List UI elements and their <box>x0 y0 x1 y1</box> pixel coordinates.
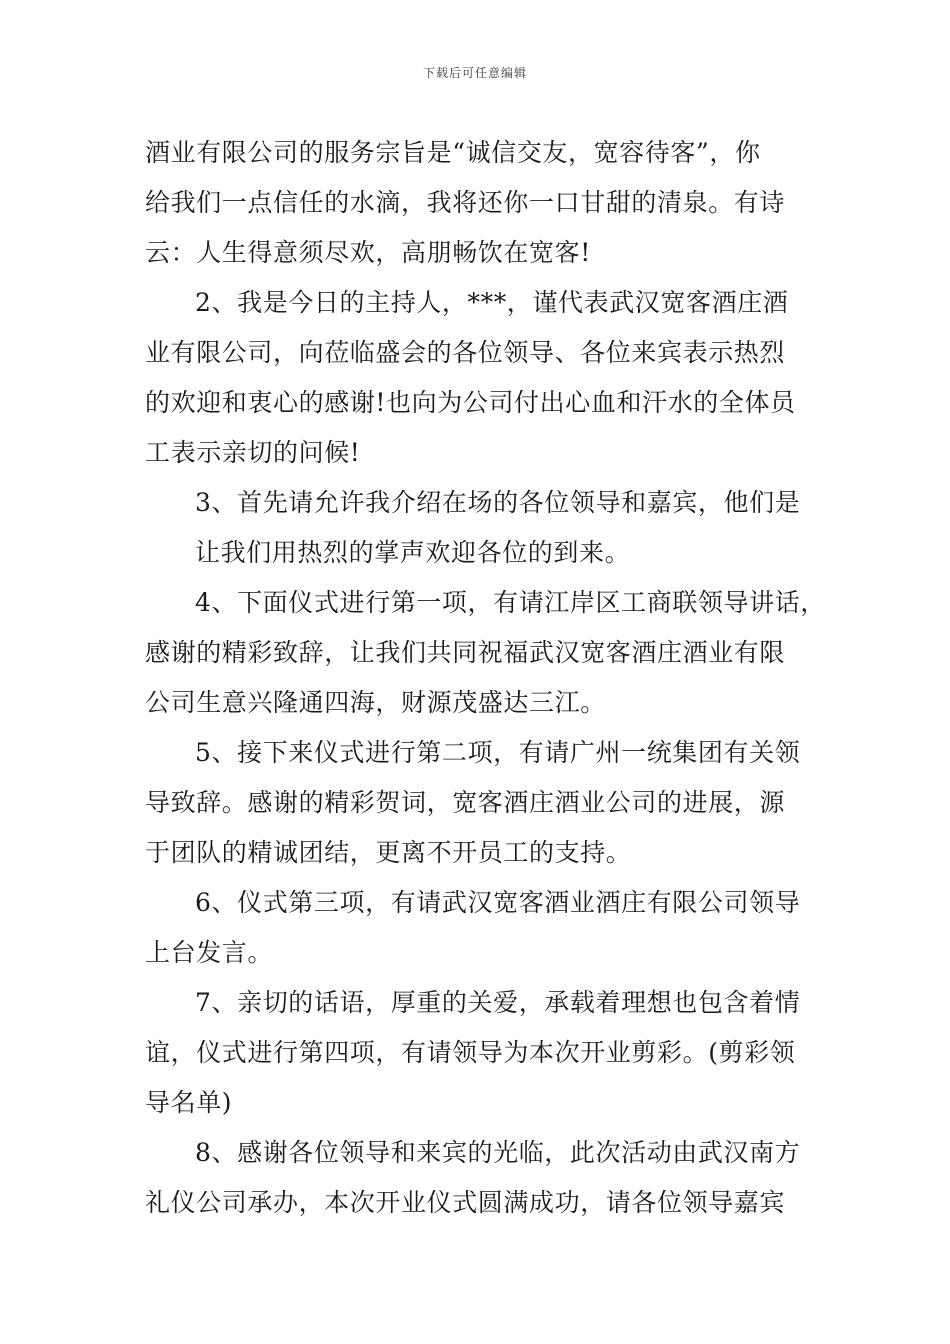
paragraph-3-line-2: 让我们用热烈的掌声欢迎各位的到来。 <box>195 538 631 567</box>
paragraph-2-line-4: 工表示亲切的问候! <box>145 438 361 467</box>
paragraph-4-line-3: 公司生意兴隆通四海，财源茂盛达三江。 <box>145 688 606 717</box>
paragraph-2-line-3: 的欢迎和衷心的感谢!也向为公司付出心血和汗水的全体员 <box>145 388 796 417</box>
paragraph-4-line-2: 感谢的精彩致辞，让我们共同祝福武汉宽客酒庄酒业有限 <box>145 638 786 667</box>
paragraph-7-line-3: 导名单) <box>145 1088 233 1117</box>
paragraph-5-line-2: 导致辞。感谢的精彩贺词，宽客酒庄酒业公司的进展，源 <box>145 788 786 817</box>
paragraph-8-line-1: 8、感谢各位领导和来宾的光临，此次活动由武汉南方 <box>195 1138 801 1167</box>
paragraph-5-line-1: 5、接下来仪式进行第二项，有请广州一统集团有关领 <box>195 738 801 767</box>
text-line-2: 给我们一点信任的水滴，我将还你一口甘甜的清泉。有诗 <box>145 188 786 217</box>
paragraph-8-line-2: 礼仪公司承办，本次开业仪式圆满成功，请各位领导嘉宾 <box>145 1188 786 1217</box>
paragraph-7-line-1: 7、亲切的话语，厚重的关爱，承载着理想也包含着情 <box>195 988 801 1017</box>
document-body <box>145 128 826 1228</box>
paragraph-2-line-1: 2、我是今日的主持人，***，谨代表武汉宽客酒庄酒 <box>195 288 789 317</box>
paragraph-4-line-1: 4、下面仪式进行第一项，有请江岸区工商联领导讲话， <box>195 588 826 617</box>
paragraph-6-line-2: 上台发言。 <box>145 938 274 967</box>
text-line-3: 云：人生得意须尽欢，高朋畅饮在宽客! <box>145 238 591 267</box>
paragraph-7-line-2: 谊，仪式进行第四项，有请领导为本次开业剪彩。(剪彩领 <box>145 1038 796 1067</box>
paragraph-3-line-1: 3、首先请允许我介绍在场的各位领导和嘉宾，他们是 <box>195 488 801 517</box>
text-line-1: 酒业有限公司的服务宗旨是“诚信交友，宽容待客”，你 <box>145 138 761 167</box>
paragraph-2-line-2: 业有限公司，向莅临盛会的各位领导、各位来宾表示热烈 <box>145 338 786 367</box>
paragraph-5-line-3: 于团队的精诚团结，更离不开员工的支持。 <box>145 838 632 867</box>
page-header: 下载后可任意编辑 <box>422 66 527 80</box>
paragraph-6-line-1: 6、仪式第三项，有请武汉宽客酒业酒庄有限公司领导 <box>195 888 801 917</box>
